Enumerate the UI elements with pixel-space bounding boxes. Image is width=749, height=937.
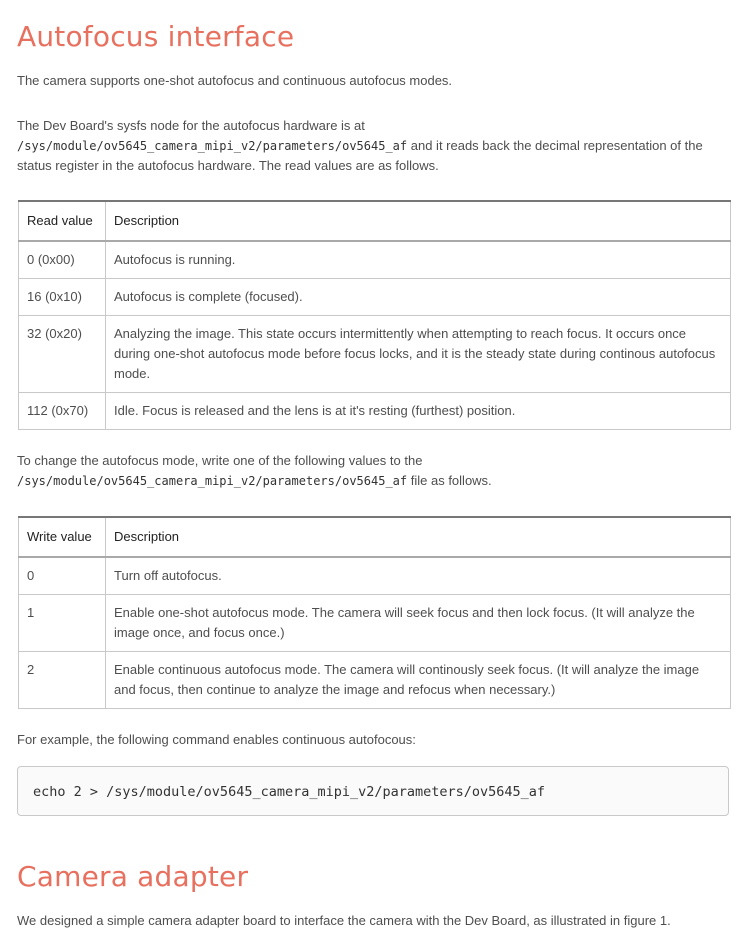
table-row [19, 595, 731, 652]
write-value-table [18, 516, 731, 709]
read-value-cell: 112 (0x70) [19, 393, 106, 430]
table-row [19, 557, 731, 595]
autofocus-intro-text: The camera supports one-shot autofocus and continuous autofocus modes. [17, 73, 453, 88]
read-value-cell: 0 (0x00) [19, 241, 106, 279]
description-cell: Enable continuous autofocus mode. The camera will continously seek focus. (It will analyze the image and focus, then continue to analyze the image and refocus when necessary.) [106, 652, 731, 709]
read-value-cell: 16 (0x10) [19, 279, 106, 316]
write-value-header: Write value [19, 517, 106, 557]
description-cell: Autofocus is complete (focused). [106, 279, 731, 316]
change-mode-paragraph [17, 451, 731, 491]
read-table-header-row [19, 201, 731, 241]
description-cell: Idle. Focus is released and the lens is at it's resting (furthest) position. [106, 393, 731, 430]
description-cell: Analyzing the image. This state occurs intermittently when attempting to reach focus. It occurs once during one-shot autofocus mode before focus locks, and it is the steady state during continous autofocus mode. [106, 316, 731, 393]
table-row [19, 241, 731, 279]
sysfs-text-start: The Dev Board's sysfs node for the autofocus hardware is at [17, 118, 365, 133]
camera-adapter-intro-text: We designed a simple camera adapter board to interface the camera with the Dev Board, as illustrated in figure 1. [17, 913, 671, 928]
write-value-cell: 1 [19, 595, 106, 652]
autofocus-interface-heading: Autofocus interface [17, 20, 295, 53]
write-value-cell: 2 [19, 652, 106, 709]
read-value-header: Read value [19, 201, 106, 241]
description-header: Description [106, 517, 731, 557]
table-row [19, 393, 731, 430]
example-text: For example, the following command enables continuous autofocous: [17, 732, 416, 747]
table-row [19, 279, 731, 316]
change-mode-path-code: /sys/module/ov5645_camera_mipi_v2/parameters/ov5645_af [17, 474, 408, 488]
change-mode-text-start: To change the autofocus mode, write one of the following values to the [17, 453, 423, 468]
write-value-cell: 0 [19, 557, 106, 595]
description-cell: Enable one-shot autofocus mode. The camera will seek focus and then lock focus. (It will analyze the image once, and focus once.) [106, 595, 731, 652]
sysfs-text-end: and it reads back the decimal representation of the status register in the autofocus hardware. The read values are as follows. [17, 138, 703, 173]
change-mode-text-end: file as follows. [407, 473, 492, 488]
example-command[interactable]: echo 2 > /sys/module/ov5645_camera_mipi_v2/parameters/ov5645_af [33, 784, 546, 800]
camera-adapter-heading: Camera adapter [17, 860, 249, 893]
code-block[interactable] [17, 766, 729, 816]
description-header: Description [106, 201, 731, 241]
write-table-header-row [19, 517, 731, 557]
description-cell: Turn off autofocus. [106, 557, 731, 595]
sysfs-node-paragraph [17, 116, 731, 176]
table-row [19, 652, 731, 709]
read-value-cell: 32 (0x20) [19, 316, 106, 393]
sysfs-path-code: /sys/module/ov5645_camera_mipi_v2/parameters/ov5645_af [17, 139, 408, 153]
description-cell: Autofocus is running. [106, 241, 731, 279]
table-row [19, 316, 731, 393]
read-value-table [18, 200, 731, 430]
